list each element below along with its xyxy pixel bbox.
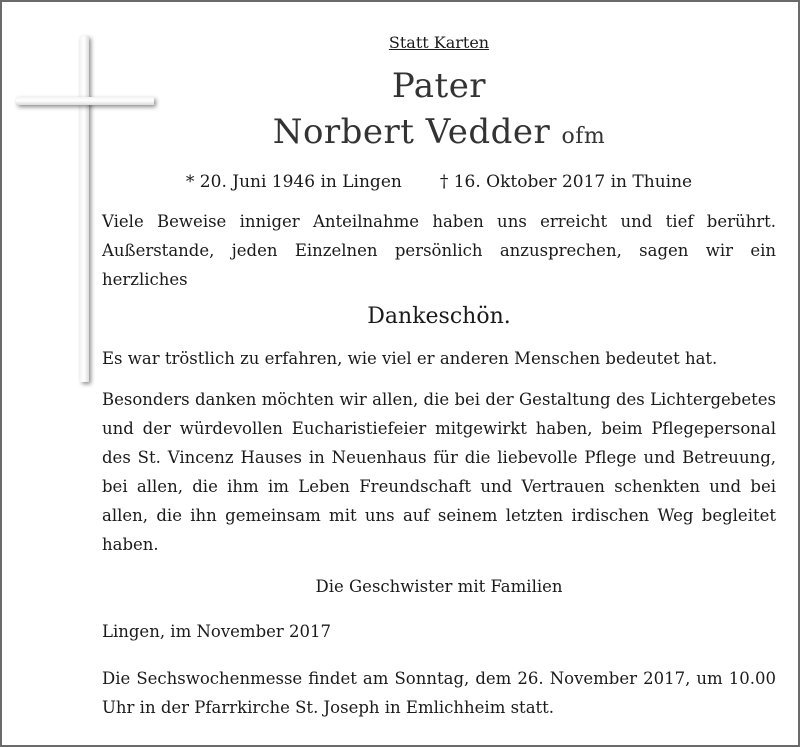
name-suffix: ofm xyxy=(561,124,606,149)
header-statt-karten: Statt Karten xyxy=(388,33,490,52)
name-text: Norbert Vedder xyxy=(272,112,551,152)
cross-vertical-beam xyxy=(80,36,89,382)
paragraph-anteilnahme: Viele Beweise inniger Anteilnahme haben uns erreicht und tief berührt. Außerstande, jeden Einzelnen persönlich anzusprechen, sagen wir ein herzliches xyxy=(102,212,776,289)
thanks-heading: Dankeschön. xyxy=(367,304,511,329)
mass-notice: Die Sechswochenmesse findet am Sonntag, dem 26. November 2017, um 10.00 Uhr in der Pfarrkirche St. Joseph in Emlichheim statt. xyxy=(102,669,776,717)
life-dates xyxy=(102,172,776,192)
title-pater: Pater xyxy=(391,66,487,106)
birth-date: * 20. Juni 1946 in Lingen xyxy=(185,172,402,192)
title-name xyxy=(102,112,776,152)
death-date: † 16. Oktober 2017 in Thuine xyxy=(439,172,693,192)
paragraph-troestlich: Es war tröstlich zu erfahren, wie viel er anderen Menschen bedeutet hat. xyxy=(102,349,718,368)
paragraph-dank: Besonders danken möchten wir allen, die bei der Gestaltung des Lichtergebetes und der würdevollen Eucharistiefeier mitgewirkt haben, beim Pflegepersonal des St. Vincenz Hauses in Neuenhaus für die liebevolle Pflege und Betreuung, bei allen, die ihm im Leben Freundschaft und Vertrauen schenkten und bei allen, die ihn gemeinsam mit uns auf seinem letzten irdischen Weg begleitet haben. xyxy=(102,390,776,554)
signature-family: Die Geschwister mit Familien xyxy=(315,577,563,596)
place-date: Lingen, im November 2017 xyxy=(102,622,332,641)
